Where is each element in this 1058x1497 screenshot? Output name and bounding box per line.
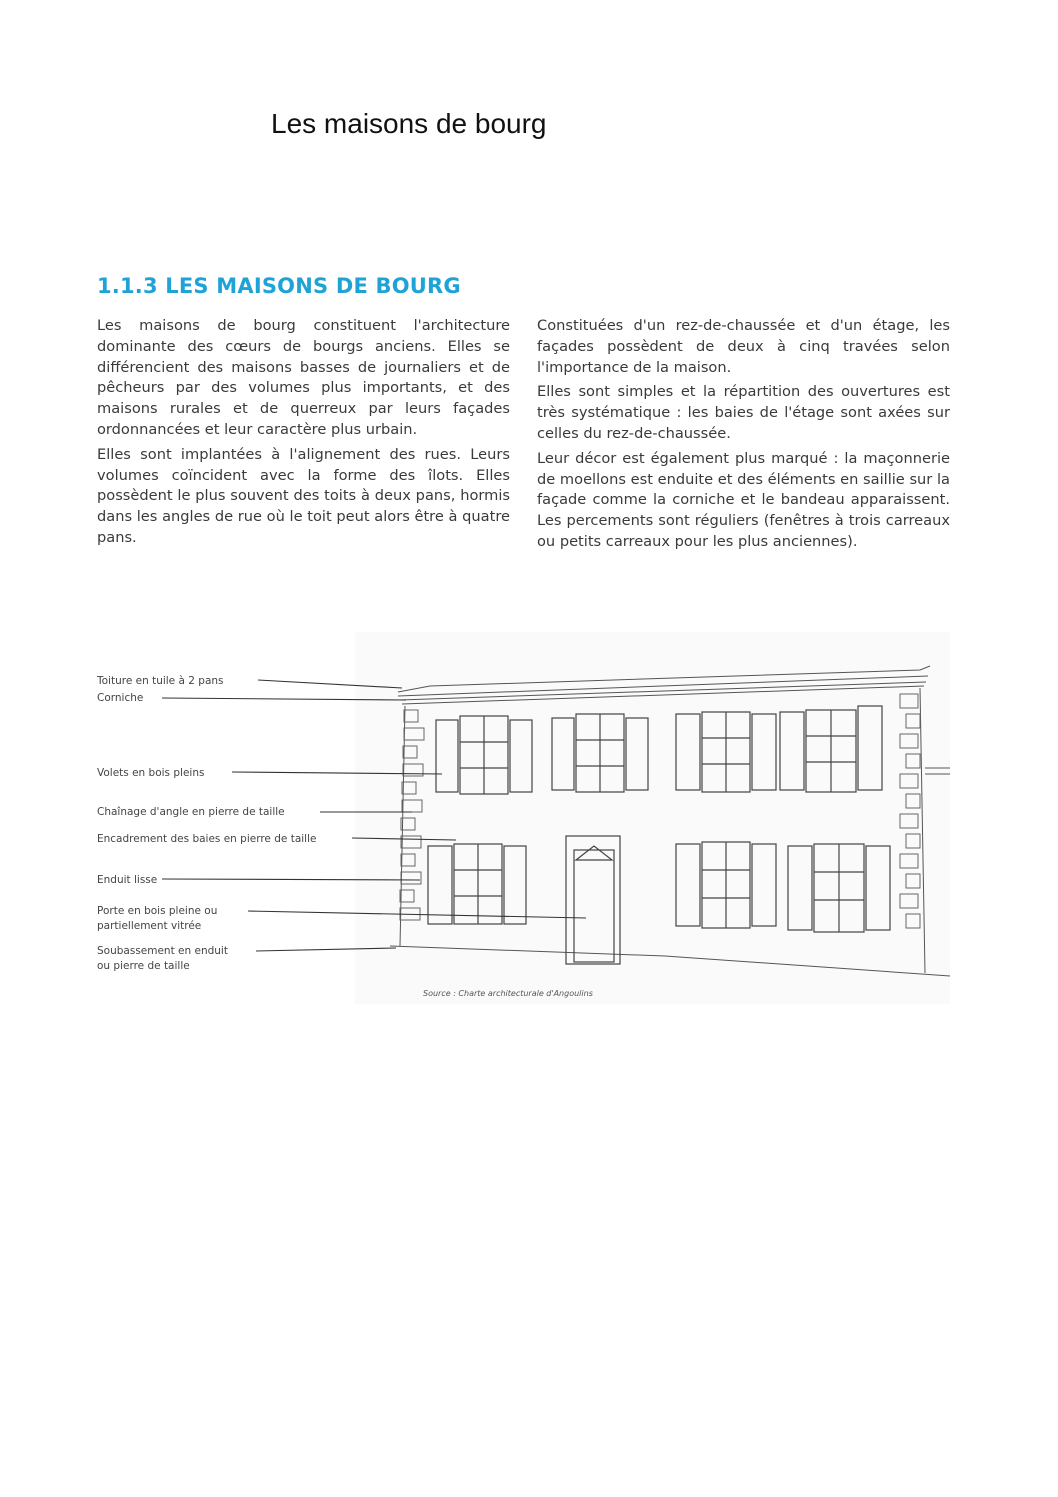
label-chainage: Chaînage d'angle en pierre de taille [97,806,285,818]
label-soubassement-line2: ou pierre de taille [97,960,190,972]
paragraph: Elles sont simples et la répartition des ouvertures est très systématique : les baies de l'étage sont axées sur celles du rez-de-chaussée. [537,383,950,442]
label-corniche: Corniche [97,692,144,704]
section-heading: 1.1.3 LES MAISONS DE BOURG [97,274,461,298]
paragraph: Elles sont implantées à l'alignement des rues. Leurs volumes coïncident avec la forme des îlots. Elles possèdent le plus souvent des toits à deux pans, hormis dans les angles de rue où le toit peut alors être à quatre pans. [97,445,510,546]
label-soubassement-line1: Soubassement en enduit [97,945,228,957]
text-column-left [97,316,510,553]
facade-illustration [90,628,952,1004]
figure-source: Source : Charte architecturale d'Angoulins [423,989,593,998]
text-column-right [537,316,950,557]
paragraph: Constituées d'un rez-de-chaussée et d'un étage, les façades possèdent de deux à cinq travées selon l'importance de la maison. [537,317,950,376]
paragraph: Leur décor est également plus marqué : la maçonnerie de moellons est enduite et des éléments en saillie sur la façade comme la corniche et le bandeau apparaissent. Les percements sont réguliers (fenêtres à trois carreaux ou petits carreaux pour les plus anciennes). [537,449,950,550]
label-encadrement: Encadrement des baies en pierre de taille [97,833,317,845]
label-porte-line2: partiellement vitrée [97,920,202,932]
label-toiture: Toiture en tuile à 2 pans [97,675,224,687]
label-enduit: Enduit lisse [97,874,158,886]
label-porte-line1: Porte en bois pleine ou [97,905,218,917]
label-volets: Volets en bois pleins [97,767,205,779]
paragraph: Les maisons de bourg constituent l'architecture dominante des cœurs de bourgs anciens. Elles se différencient des maisons basses de journaliers et de pêcheurs par des volumes plus importants, et des maisons rurales et de querreux par leurs façades ordonnancées et leur caractère plus urbain. [97,317,510,438]
facade-figure [90,628,952,1004]
page-title: Les maisons de bourg [271,108,547,139]
